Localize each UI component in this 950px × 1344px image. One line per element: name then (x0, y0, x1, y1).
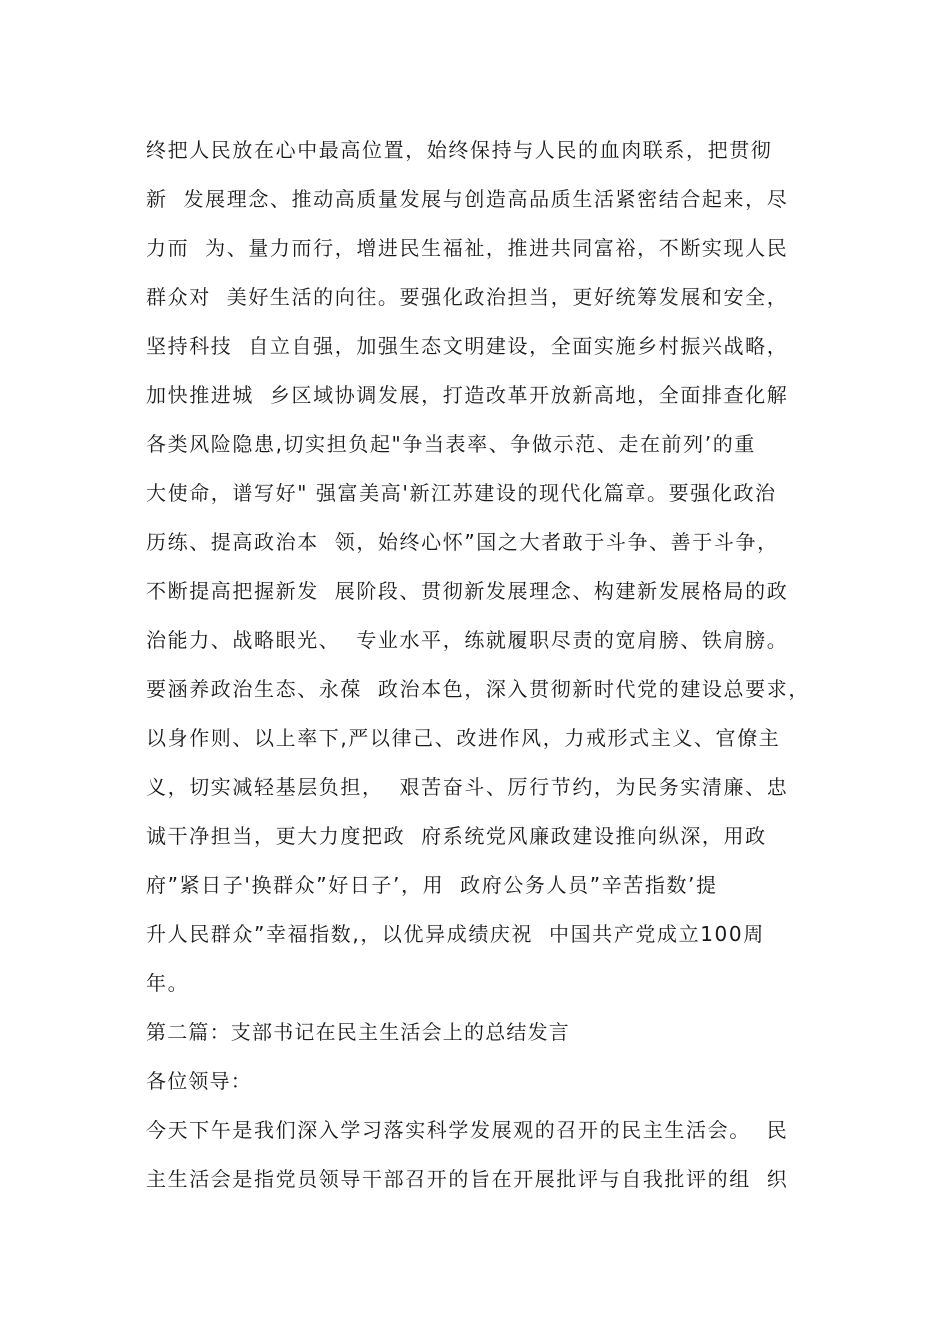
text-line-12: 要涵养政治生态、永葆 政治本色，深入贯彻新时代党的建设总要求， (146, 677, 810, 701)
text-line-22: 主生活会是指党员领导干部召开的旨在开展批评与自我批评的组 织 (146, 1167, 789, 1191)
text-line-11: 治能力、战略眼光、 专业水平，练就履职尽责的宽肩膀、铁肩膀。 (146, 628, 789, 652)
text-line-18: 年。 (146, 971, 190, 995)
text-line-4: 群众对 美好生活的向往。要强化政治担当，更好统筹发展和安全， (146, 285, 789, 309)
section-heading: 第二篇：支部书记在民主生活会上的总结发言 (146, 1020, 570, 1044)
text-line-8: 大使命，谱写好" 强富美高'新江苏建设的现代化篇章。要强化政治 (146, 481, 777, 505)
text-line-2: 新 发展理念、推动高质量发展与创造高品质生活紧密结合起来，尽 (146, 187, 789, 211)
text-line-15: 诚干净担当，更大力度把政 府系统党风廉政建设推向纵深，用政 (146, 824, 767, 848)
text-line-17: 升人民群众”幸福指数,，以优异成绩庆祝 中国共产党成立100周 (146, 922, 765, 946)
text-line-13: 以身作则、以上率下,严以律己、改进作风，力戒形式主义、官僚主 (146, 726, 781, 750)
text-line-6: 加快推进城 乡区域协调发展，打造改革开放新高地，全面排查化解 (146, 383, 789, 407)
text-line-5: 坚持科技 自立自强，加强生态文明建设，全面实施乡村振兴战略， (146, 334, 789, 358)
text-line-9: 历练、提高政治本 领，始终心怀”国之大者敢于斗争、善于斗争， (146, 530, 779, 554)
text-line-3: 力而 为、量力而行，增进民生福祉，推进共同富裕，不断实现人民 (146, 236, 789, 260)
text-line-7: 各类风险隐患,切实担负起"争当表率、争做示范、走在前列’的重 (146, 432, 756, 456)
text-line-16: 府”紧日子'换群众”好日子’，用 政府公务人员”辛苦指数’提 (146, 873, 718, 897)
text-line-1: 终把人民放在心中最高位置，始终保持与人民的血肉联系，把贯彻 (146, 138, 773, 162)
text-line-14: 义，切实减轻基层负担， 艰苦奋斗、厉行节约，为民务实清廉、忠 (146, 775, 789, 799)
greeting-line: 各位领导： (146, 1069, 252, 1093)
text-line-10: 不断提高把握新发 展阶段、贯彻新发展理念、构建新发展格局的政 (146, 579, 789, 603)
body-text (146, 126, 846, 1204)
text-line-21: 今天下午是我们深入学习落实科学发展观的召开的民主生活会。 民 (146, 1118, 789, 1142)
